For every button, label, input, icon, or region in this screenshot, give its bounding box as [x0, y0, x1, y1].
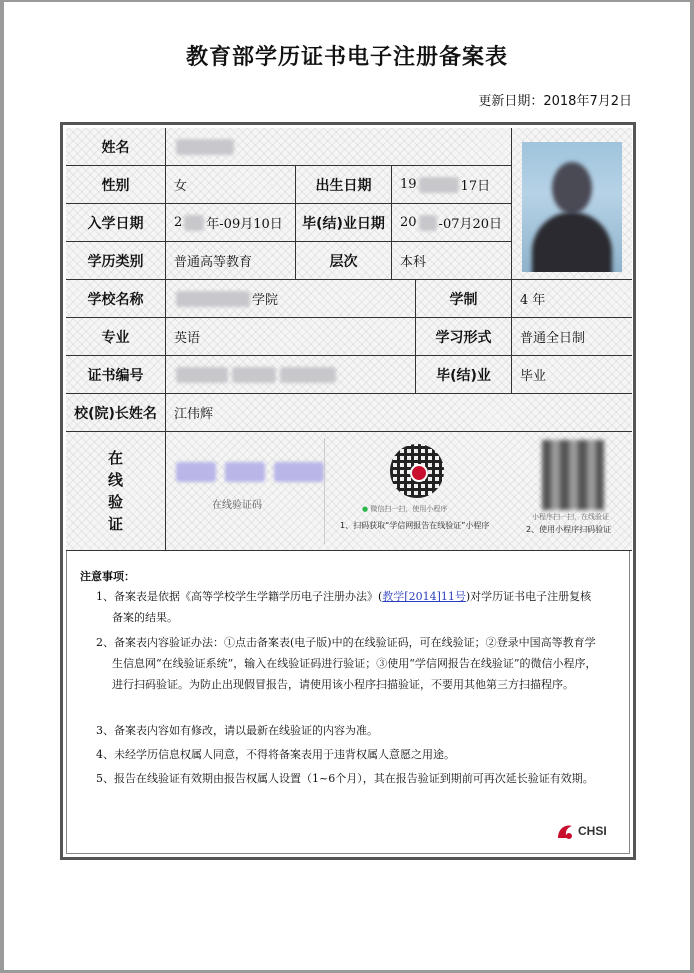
verify-char-1: 在: [107, 449, 123, 467]
grad-value: [392, 204, 512, 242]
category-value: 普通高等教育: [166, 242, 296, 280]
president-value: 江伟辉: [166, 394, 632, 432]
president-label: 校(院)长姓名: [66, 394, 166, 432]
grad-prefix: 20: [400, 215, 417, 230]
verify-code[interactable]: [174, 462, 326, 486]
qr1-hint: [362, 504, 447, 514]
redacted-code-3: [274, 462, 324, 482]
enroll-value: [166, 204, 296, 242]
verify-char-2: 线: [107, 471, 123, 489]
status-label: 毕(结)业: [416, 356, 512, 394]
gender-value: 女: [166, 166, 296, 204]
redacted-name: [176, 139, 234, 155]
note-3-text: 3、备案表内容如有修改，请以最新在线验证的内容为准。: [96, 724, 378, 737]
qr1-caption: 1、扫码获取“学信网报告在线验证”小程序: [340, 521, 490, 530]
miniprogram-qr-code[interactable]: [542, 440, 604, 510]
verify-divider: [324, 438, 325, 544]
note-1-text: 1、备案表是依据《高等学校学生学籍学历电子注册办法》(: [96, 590, 383, 603]
chsi-logo-icon: [554, 820, 576, 842]
status-value: 毕业: [512, 356, 632, 394]
wechat-icon: ●: [362, 505, 369, 513]
cert-label: 证书编号: [66, 356, 166, 394]
redacted-birth: [419, 177, 459, 193]
update-date: 更新日期：2018年7月2日: [478, 94, 632, 109]
level-value: 本科: [392, 242, 512, 280]
cert-value: [166, 356, 416, 394]
qr1-hint-text: 微信扫一扫，使用小程序: [370, 505, 448, 513]
verify-label: [66, 432, 166, 550]
photo-body: [532, 212, 612, 272]
redacted-school: [176, 291, 250, 307]
qr2-caption: 2、使用小程序扫码验证: [526, 525, 612, 534]
birth-prefix: 19: [400, 177, 417, 192]
note-item-3: [96, 720, 602, 741]
verify-char-4: 证: [107, 515, 123, 533]
grad-label: 毕(结)业日期: [296, 204, 392, 242]
birth-suffix: 17日: [460, 179, 491, 194]
note-2-text: 2、备案表内容验证办法：①点击备案表(电子版)中的在线验证码，可在线验证；②登录中国高等教育学生信息网“在线验证系统”，输入在线验证码进行验证；③使用“学信网报告在线验证”的微信小程序，进行扫码验证。为防止出现假冒报告，请使用该小程序扫描验证，不要用其他第三方扫描程序。: [96, 636, 597, 691]
redacted-cert-3: [280, 367, 336, 383]
major-value: 英语: [166, 318, 416, 356]
verify-char-3: 验: [107, 493, 123, 511]
note-1-text-end: )对学历证书电子注册复核备案的结果。: [112, 590, 592, 624]
level-label: 层次: [296, 242, 392, 280]
redacted-cert-1: [176, 367, 228, 383]
name-label: 姓名: [66, 128, 166, 166]
verify-area: [166, 432, 632, 550]
duration-label: 学制: [416, 280, 512, 318]
page-title: 教育部学历证书电子注册备案表: [185, 45, 508, 70]
name-value: [166, 128, 512, 166]
note-item-4: [96, 744, 602, 765]
student-photo: [522, 142, 622, 272]
enroll-label: 入学日期: [66, 204, 166, 242]
photo-head: [552, 162, 592, 214]
document-page: [4, 2, 690, 970]
grad-suffix: -07月20日: [438, 217, 503, 232]
doc-reference-link[interactable]: 教学[2014]11号: [382, 590, 466, 603]
category-label: 学历类别: [66, 242, 166, 280]
redacted-grad: [419, 215, 437, 231]
redacted-code-2: [225, 462, 265, 482]
note-5-text: 5、报告在线验证有效期由报告权属人设置（1~6个月），其在报告验证到期前可再次延长验证有效期。: [96, 772, 594, 785]
note-4-text: 4、未经学历信息权属人同意，不得将备案表用于违背权属人意愿之用途。: [96, 748, 455, 761]
verify-code-caption: 在线验证码: [212, 500, 262, 511]
birth-value: [392, 166, 512, 204]
redacted-cert-2: [232, 367, 276, 383]
enroll-suffix: 年-09月10日: [206, 217, 283, 232]
note-item-2: [96, 632, 602, 695]
note-item-5: [96, 768, 602, 789]
chsi-mini-icon: [410, 464, 428, 482]
school-label: 学校名称: [66, 280, 166, 318]
photo-cell: [512, 128, 632, 280]
notes-title: 注意事项：: [80, 570, 135, 583]
chsi-logo: [554, 820, 607, 842]
record-grid: [66, 128, 632, 550]
chsi-logo-text: CHSI: [578, 824, 607, 838]
school-value: [166, 280, 416, 318]
note-item-1: [96, 586, 602, 628]
study-form-value: 普通全日制: [512, 318, 632, 356]
birth-label: 出生日期: [296, 166, 392, 204]
gender-label: 性别: [66, 166, 166, 204]
enroll-prefix: 2: [174, 215, 183, 230]
school-suffix: 学院: [252, 293, 279, 308]
major-label: 专业: [66, 318, 166, 356]
duration-value: 4 年: [512, 280, 632, 318]
qr2-hint: 小程序扫一扫，在线验证: [532, 513, 609, 521]
study-form-label: 学习形式: [416, 318, 512, 356]
redacted-enroll: [184, 215, 204, 231]
redacted-code-1: [176, 462, 216, 482]
grid-bottom-line: [66, 550, 632, 551]
